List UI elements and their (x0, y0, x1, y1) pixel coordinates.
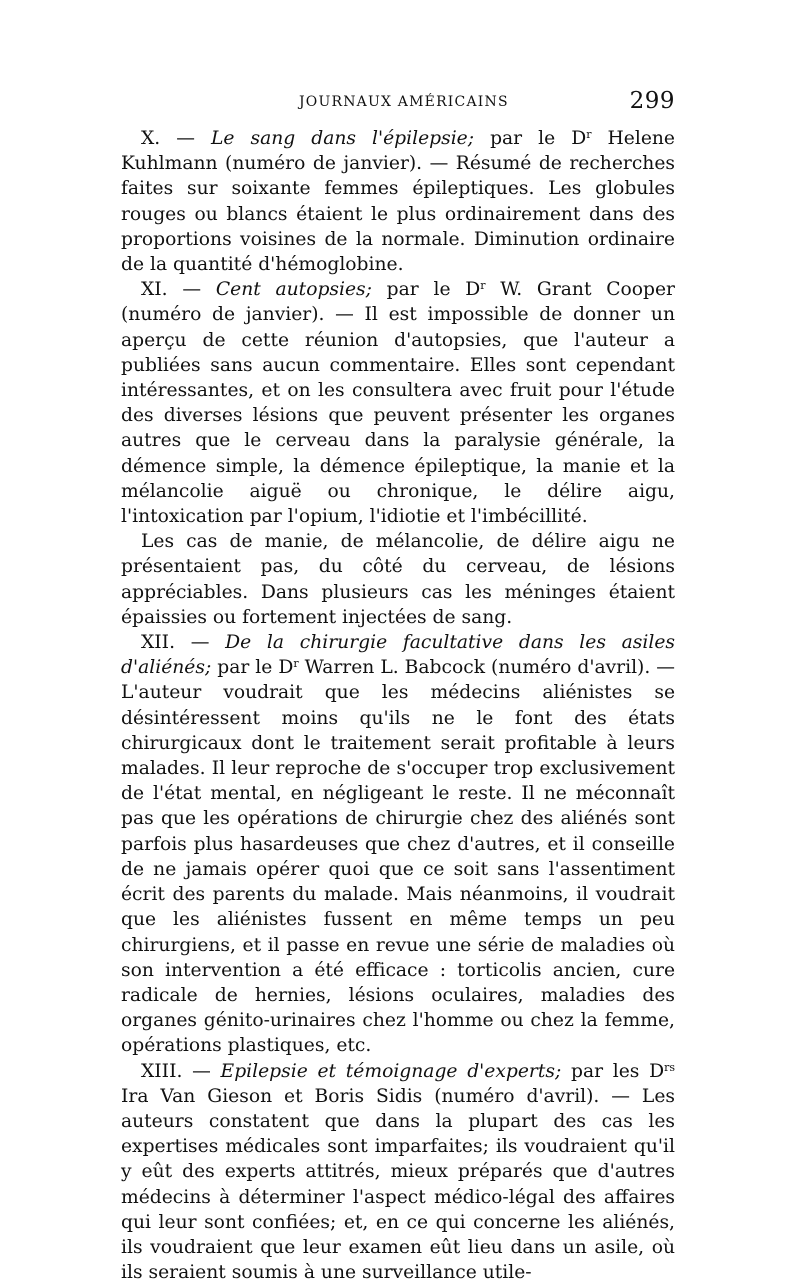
entry-byline: par le D (371, 279, 481, 301)
page-number: 299 (629, 88, 675, 114)
entry-numeral: XI. (141, 279, 168, 301)
entry-dash: — (175, 632, 226, 654)
entry-xi (121, 277, 675, 529)
entry-byline: par le D (211, 657, 294, 679)
entry-numeral: XIII. (141, 1060, 183, 1082)
entry-byline-superscript: rs (664, 1060, 675, 1074)
running-title: JOURNAUX AMÉRICAINS (299, 94, 509, 110)
entry-xii (121, 630, 675, 1058)
paragraph-text: Les cas de manie, de mélancolie, de délire aigu ne présentaient pas, du côté du cerveau, de lésions appréciables. Dans plusieurs cas les méninges étaient épaissies ou fortement injectées de sang. (121, 531, 675, 628)
entry-byline: par le D (474, 128, 587, 149)
entry-byline-superscript: r (586, 128, 592, 141)
page (121, 0, 681, 1284)
entry-text: W. Grant Cooper (numéro de janvier). — Il est impossible de donner un aperçu de cette réunion d'autopsies, que l'auteur a publiées sans aucun commentaire. Elles sont cependant intéressantes, et on les consultera avec fruit pour l'étude des diverses lésions que peuvent présenter les organes autres que le cerveau dans la paralysie générale, la démence simple, la démence épileptique, la manie et la mélancolie aiguë ou chronique, le délire aigu, l'intoxication par l'opium, l'idiotie et l'imbécillité. (121, 279, 675, 528)
running-head (121, 90, 675, 120)
entry-title: Le sang dans l'épilepsie; (211, 128, 475, 149)
entry-dash: — (182, 1060, 221, 1082)
body-text (121, 126, 675, 1285)
entry-numeral: X. (141, 128, 161, 149)
entry-text: Helene Kuhlmann (numéro de janvier). — Résumé de recherches faites sur soixante femmes épileptiques. Les globules rouges ou blancs étaient le plus ordinairement dans des proportions voisines de la normale. Diminution ordinaire de la quantité d'hémoglobine. (121, 128, 675, 276)
entry-xiii (121, 1059, 675, 1285)
entry-text: Warren L. Babcock (numéro d'avril). — L'auteur voudrait que les médecins aliénistes se désintéressent moins qu'ils ne le font des états chirurgicaux dont le traitement serait profitable à leurs malades. Il leur reproche de s'occuper trop exclusivement de l'état mental, en négligeant le reste. Il ne méconnaît pas que les opérations de chirurgie chez des aliénés sont parfois plus hasardeuses que chez d'autres, et il conseille de ne jamais opérer quoi que ce soit sans l'assentiment écrit des parents du malade. Mais néanmoins, il voudrait que les aliénistes fussent en même temps un peu chirurgiens, et il passe en revue une série de maladies où son intervention a été efficace : torticolis ancien, cure radicale de hernies, lésions oculaires, maladies des organes génito-urinaires chez l'homme ou chez la femme, opérations plastiques, etc. (121, 657, 675, 1057)
entry-title: Cent autopsies; (215, 279, 372, 301)
entry-title: Epilepsie et témoignage d'experts; (220, 1060, 562, 1082)
entry-dash: — (160, 128, 211, 149)
entry-title: De la chirurgie facultative dans les asiles d'aliénés; (121, 632, 675, 679)
entry-byline: par les D (561, 1060, 665, 1082)
entry-byline-superscript: r (293, 657, 299, 671)
entry-x (121, 126, 675, 277)
paragraph-lesions (121, 529, 675, 630)
entry-text: Ira Van Gieson et Boris Sidis (numéro d'avril). — Les auteurs constatent que dans la plupart des cas les expertises médicales sont imparfaites; ils voudraient qu'il y eût des experts attitrés, mieux préparés que d'autres médecins à déterminer l'aspect médico-légal des affaires qui leur sont confiées; et, en ce qui concerne les aliénés, ils voudraient que leur examen eût lieu dans un asile, où ils seraient soumis à une surveillance utile- (121, 1085, 675, 1284)
entry-dash: — (167, 279, 216, 301)
entry-numeral: XII. (141, 632, 176, 654)
entry-byline-superscript: r (480, 279, 486, 293)
